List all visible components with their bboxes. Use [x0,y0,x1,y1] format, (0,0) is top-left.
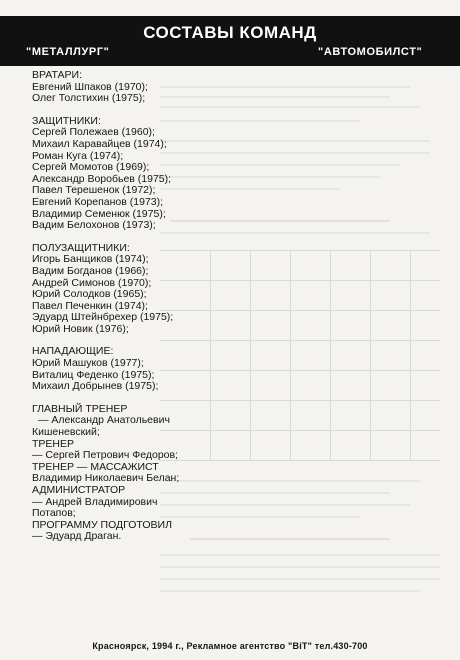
footer-imprint: Красноярск, 1994 г., Рекламное агентство "ВiТ" тел.430-700 [92,641,368,651]
staff-line: — Сергей Петрович Федоров; [32,449,178,462]
player-entry: Павел Печенкин (1974); [32,299,148,312]
staff-line: — Александр Анатольевич [38,414,170,427]
player-entry: Павел Терешенок (1972); [32,184,156,197]
player-entry: Евгений Корепанов (1973); [32,195,164,208]
player-entry: Юрий Новик (1976); [32,322,129,335]
staff-line: Кишеневский; [32,426,100,439]
team-name-left: "МЕТАЛЛУРГ" [26,46,110,58]
staff-line: ПРОГРАММУ ПОДГОТОВИЛ [32,518,172,531]
staff-line: ТРЕНЕР — МАССАЖИСТ [32,460,159,473]
player-entry: Сергей Полежаев (1960); [32,126,155,139]
player-entry: Вадим Богданов (1966); [32,264,149,277]
player-entry: Виталиц Феденко (1975); [32,368,155,381]
player-entry: Юрий Машуков (1977); [32,357,144,370]
player-entry: Михаил Каравайцев (1974); [32,137,167,150]
staff-line: ГЛАВНЫЙ ТРЕНЕР [32,402,128,415]
team-roster [32,70,432,543]
staff-line: — Эдуард Драган. [32,530,122,543]
player-entry: Андрей Симонов (1970); [32,276,152,289]
staff-line: Потапов; [32,507,76,520]
forwards-heading: НАПАДАЮЩИЕ: [32,345,114,358]
player-entry: Роман Куга (1974); [32,149,124,162]
page-title: СОСТАВЫ КОМАНД [143,23,317,42]
header-banner [0,16,460,66]
player-entry: Олег Толстихин (1975); [32,92,146,105]
player-entry: Александр Воробьев (1975); [32,172,172,185]
midfielders-heading: ПОЛУЗАЩИТНИКИ: [32,241,130,254]
player-entry: Евгений Шпаков (1970); [32,80,148,93]
staff-line: — Андрей Владимирович [32,495,158,508]
staff-line: АДМИНИСТРАТОР [32,484,126,496]
player-entry: Михаил Добрынев (1975); [32,380,159,393]
defenders-heading: ЗАЩИТНИКИ: [32,114,101,127]
player-entry: Сергей Момотов (1969); [32,161,150,174]
player-entry: Вадим Белохонов (1973); [32,219,156,232]
player-entry: Юрий Солодков (1965); [32,288,147,301]
staff-line: ТРЕНЕР [32,437,75,450]
team-name-right: "АВТОМОБИЛСТ" [318,46,423,58]
player-entry: Эдуард Штейнбрехер (1975); [32,311,174,324]
goalkeepers-heading: ВРАТАРИ: [32,69,83,81]
staff-line: Владимир Николаевич Белан; [32,472,180,485]
player-entry: Владимир Семенюк (1975); [32,207,166,220]
player-entry: Игорь Банщиков (1974); [32,253,149,266]
